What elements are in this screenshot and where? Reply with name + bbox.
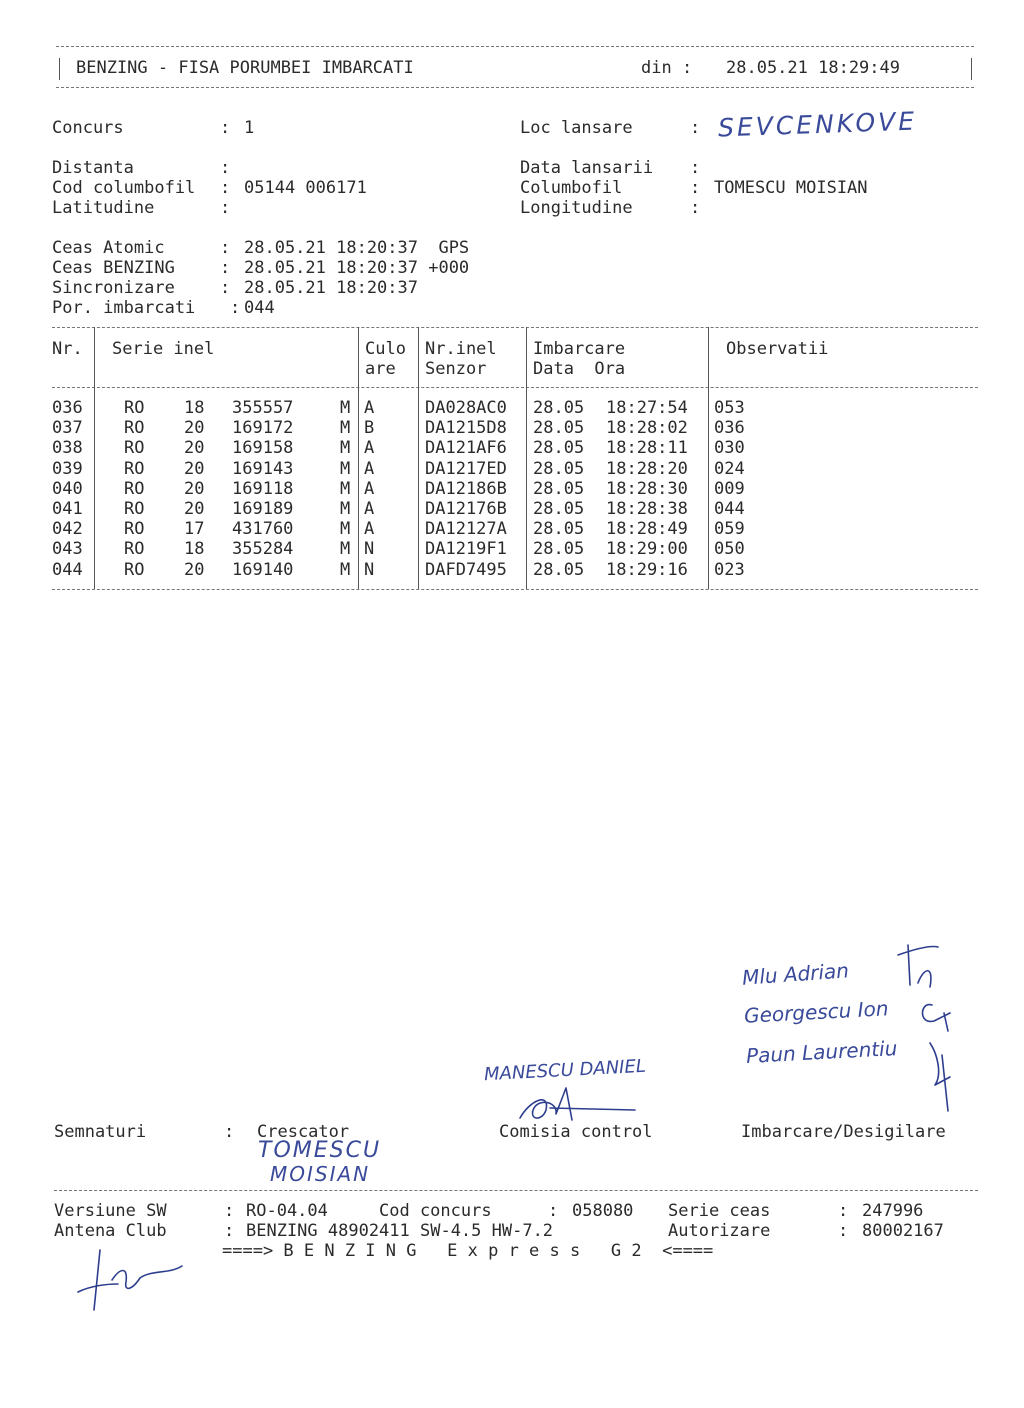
row-culoare: N (364, 539, 375, 560)
row-nr: 041 (52, 499, 83, 519)
cod-concurs-label: Cod concurs (379, 1201, 492, 1221)
row-senzor: DAFD7495 (425, 559, 507, 580)
loc-lansare-label: Loc lansare (520, 118, 633, 138)
cod-concurs-value: 058080 (572, 1201, 634, 1221)
data-lansarii-label: Data lansarii (520, 158, 654, 178)
serie-ceas-label: Serie ceas (668, 1201, 771, 1221)
row-nr: 044 (52, 559, 83, 580)
cod-columbofil-label: Cod columbofil (52, 178, 196, 198)
row-sex: M (340, 418, 351, 439)
row-serie: 431760 (232, 519, 294, 540)
imbarcare-handwritten-name-1: Mlu Adrian (741, 958, 850, 990)
versiune-sw-value: RO-04.04 (246, 1201, 328, 1221)
versiune-sw-colon: : (224, 1201, 235, 1221)
autorizare-label: Autorizare (668, 1221, 771, 1241)
row-an: 20 (184, 438, 205, 459)
col-divider-serie (358, 327, 359, 589)
row-senzor: DA1217ED (425, 458, 507, 479)
footer-separator (54, 1190, 978, 1191)
row-ora: 18:28:02 (606, 418, 688, 439)
cod-concurs-colon: : (548, 1201, 559, 1221)
data-lansarii-colon: : (690, 158, 701, 178)
comisia-signature (510, 1080, 650, 1130)
row-observatii: 053 (714, 398, 745, 418)
row-nr: 042 (52, 519, 83, 540)
por-imbarcati-value: 044 (244, 298, 275, 318)
row-serie: 169143 (232, 458, 294, 479)
row-ora: 18:28:49 (606, 519, 688, 540)
row-senzor: DA12186B (425, 478, 507, 499)
row-culoare: A (364, 499, 375, 519)
latitudine-label: Latitudine (52, 198, 155, 218)
row-ora: 18:28:38 (606, 499, 688, 519)
header-imbarcare-1: Imbarcare (533, 339, 626, 359)
sincronizare-colon: : (220, 278, 231, 298)
row-data: 28.05 (533, 499, 585, 519)
ceas-benzing-colon: : (220, 258, 231, 278)
row-nr: 043 (52, 539, 83, 560)
row-nr: 040 (52, 478, 83, 499)
row-nr: 038 (52, 438, 83, 459)
header-right-border (971, 58, 972, 80)
latitudine-colon: : (220, 198, 231, 218)
row-culoare: A (364, 478, 375, 499)
concurs-label: Concurs (52, 118, 124, 138)
antena-club-value: BENZING 48902411 SW-4.5 HW-7.2 (246, 1221, 554, 1241)
header-serie-inel: Serie inel (112, 339, 215, 359)
row-an: 18 (184, 398, 205, 418)
header-nr-inel-1: Nr.inel (425, 339, 497, 359)
header-nr: Nr. (52, 339, 83, 359)
header-observatii: Observatii (726, 339, 829, 359)
por-imbarcati-label: Por. imbarcati (52, 298, 196, 318)
imbarcare-handwritten-name-2: Georgescu Ion (743, 996, 890, 1028)
bottom-left-signature (70, 1240, 190, 1320)
row-sex: M (340, 458, 351, 479)
row-an: 20 (184, 478, 205, 499)
row-senzor: DA12127A (425, 519, 507, 540)
row-an: 17 (184, 519, 205, 540)
header-nr-inel-2: Senzor (425, 359, 487, 379)
row-senzor: DA121AF6 (425, 438, 507, 459)
row-tara: RO (124, 458, 145, 479)
row-data: 28.05 (533, 398, 585, 418)
row-observatii: 023 (714, 559, 745, 580)
row-culoare: B (364, 418, 375, 439)
crescator-handwritten-name-2: MOISIAN (270, 1162, 371, 1186)
row-serie: 355557 (232, 398, 294, 418)
ceas-atomic-value: 28.05.21 18:20:37 GPS (244, 238, 470, 258)
row-tara: RO (124, 499, 145, 519)
header-left-border (59, 58, 60, 80)
concurs-value: 1 (244, 118, 255, 138)
distanta-label: Distanta (52, 158, 134, 178)
row-data: 28.05 (533, 519, 585, 540)
row-culoare: A (364, 458, 375, 479)
row-ora: 18:29:16 (606, 559, 688, 580)
row-sex: M (340, 499, 351, 519)
row-sex: M (340, 438, 351, 459)
date-label: din : (641, 58, 693, 78)
semnaturi-colon: : (224, 1122, 235, 1142)
row-an: 20 (184, 499, 205, 519)
row-tara: RO (124, 438, 145, 459)
row-senzor: DA1215D8 (425, 418, 507, 439)
longitudine-label: Longitudine (520, 198, 633, 218)
table-top-border (52, 327, 978, 328)
row-serie: 169158 (232, 438, 294, 459)
columbofil-label: Columbofil (520, 178, 623, 198)
row-ora: 18:29:00 (606, 539, 688, 560)
header-culoare-2: are (365, 359, 396, 379)
row-observatii: 059 (714, 519, 745, 540)
longitudine-colon: : (690, 198, 701, 218)
row-sex: M (340, 398, 351, 418)
row-culoare: N (364, 559, 375, 580)
row-culoare: A (364, 519, 375, 540)
row-ora: 18:27:54 (606, 398, 688, 418)
columbofil-value: TOMESCU MOISIAN (714, 178, 868, 198)
row-ora: 18:28:20 (606, 458, 688, 479)
row-ora: 18:28:30 (606, 478, 688, 499)
antena-club-label: Antena Club (54, 1221, 167, 1241)
row-serie: 169140 (232, 559, 294, 580)
header-top-border (56, 46, 974, 47)
row-sex: M (340, 559, 351, 580)
row-data: 28.05 (533, 458, 585, 479)
row-tara: RO (124, 398, 145, 418)
table-header-separator (52, 387, 978, 388)
row-tara: RO (124, 539, 145, 560)
row-sex: M (340, 519, 351, 540)
crescator-handwritten-name-1: TOMESCU (258, 1138, 382, 1163)
comisia-handwritten-name: MANESCU DANIEL (483, 1055, 647, 1086)
row-serie: 355284 (232, 539, 294, 560)
antena-club-colon: : (224, 1221, 235, 1241)
columbofil-colon: : (690, 178, 701, 198)
col-divider-imbarcare (708, 327, 709, 589)
concurs-colon: : (220, 118, 231, 138)
row-tara: RO (124, 519, 145, 540)
versiune-sw-label: Versiune SW (54, 1201, 167, 1221)
col-divider-senzor (526, 327, 527, 589)
row-culoare: A (364, 398, 375, 418)
header-imbarcare-2: Data Ora (533, 359, 626, 379)
date-value: 28.05.21 18:29:49 (726, 58, 900, 78)
row-observatii: 009 (714, 478, 745, 499)
benzing-express-banner: ====> B E N Z I N G E x p r e s s G 2 <==== (222, 1241, 714, 1261)
row-observatii: 050 (714, 539, 745, 560)
cod-columbofil-value: 05144 006171 (244, 178, 367, 198)
row-tara: RO (124, 478, 145, 499)
comisia-control-label: Comisia control (499, 1122, 653, 1142)
row-an: 20 (184, 559, 205, 580)
ceas-atomic-label: Ceas Atomic (52, 238, 165, 258)
sincronizare-value: 28.05.21 18:20:37 (244, 278, 418, 298)
row-observatii: 036 (714, 418, 745, 439)
header-culoare-1: Culo (365, 339, 406, 359)
row-tara: RO (124, 559, 145, 580)
cod-columbofil-colon: : (220, 178, 231, 198)
ceas-benzing-value: 28.05.21 18:20:37 +000 (244, 258, 470, 278)
row-sex: M (340, 539, 351, 560)
document-title: BENZING - FISA PORUMBEI IMBARCATI (76, 58, 414, 78)
autorizare-value: 80002167 (862, 1221, 944, 1241)
imbarcare-desigilare-label: Imbarcare/Desigilare (741, 1122, 946, 1142)
row-culoare: A (364, 438, 375, 459)
col-divider-nr (94, 327, 95, 589)
imbarcare-signature-marks (890, 935, 980, 1115)
ceas-benzing-label: Ceas BENZING (52, 258, 175, 278)
crescator-label: Crescator (257, 1122, 350, 1142)
row-senzor: DA12176B (425, 499, 507, 519)
row-serie: 169189 (232, 499, 294, 519)
row-nr: 039 (52, 458, 83, 479)
semnaturi-label: Semnaturi (54, 1122, 147, 1142)
row-data: 28.05 (533, 559, 585, 580)
header-bottom-border (56, 87, 974, 88)
serie-ceas-colon: : (838, 1201, 849, 1221)
row-sex: M (340, 478, 351, 499)
row-senzor: DA1219F1 (425, 539, 507, 560)
row-data: 28.05 (533, 539, 585, 560)
row-observatii: 024 (714, 458, 745, 479)
table-bottom-border (52, 589, 978, 590)
row-nr: 037 (52, 418, 83, 439)
row-data: 28.05 (533, 438, 585, 459)
row-serie: 169118 (232, 478, 294, 499)
ceas-atomic-colon: : (220, 238, 231, 258)
loc-lansare-colon: : (690, 118, 701, 138)
row-data: 28.05 (533, 418, 585, 439)
por-imbarcati-colon: : (230, 298, 241, 318)
row-serie: 169172 (232, 418, 294, 439)
autorizare-colon: : (838, 1221, 849, 1241)
row-ora: 18:28:11 (606, 438, 688, 459)
row-an: 18 (184, 539, 205, 560)
distanta-colon: : (220, 158, 231, 178)
row-tara: RO (124, 418, 145, 439)
sincronizare-label: Sincronizare (52, 278, 175, 298)
row-observatii: 044 (714, 499, 745, 519)
imbarcare-handwritten-name-3: Paun Laurentiu (745, 1036, 898, 1068)
serie-ceas-value: 247996 (862, 1201, 924, 1221)
loc-lansare-handwritten: SEVCENKOVE (717, 106, 918, 143)
row-nr: 036 (52, 398, 83, 418)
col-divider-culoare (418, 327, 419, 589)
row-observatii: 030 (714, 438, 745, 459)
row-an: 20 (184, 458, 205, 479)
row-senzor: DA028AC0 (425, 398, 507, 418)
row-data: 28.05 (533, 478, 585, 499)
row-an: 20 (184, 418, 205, 439)
